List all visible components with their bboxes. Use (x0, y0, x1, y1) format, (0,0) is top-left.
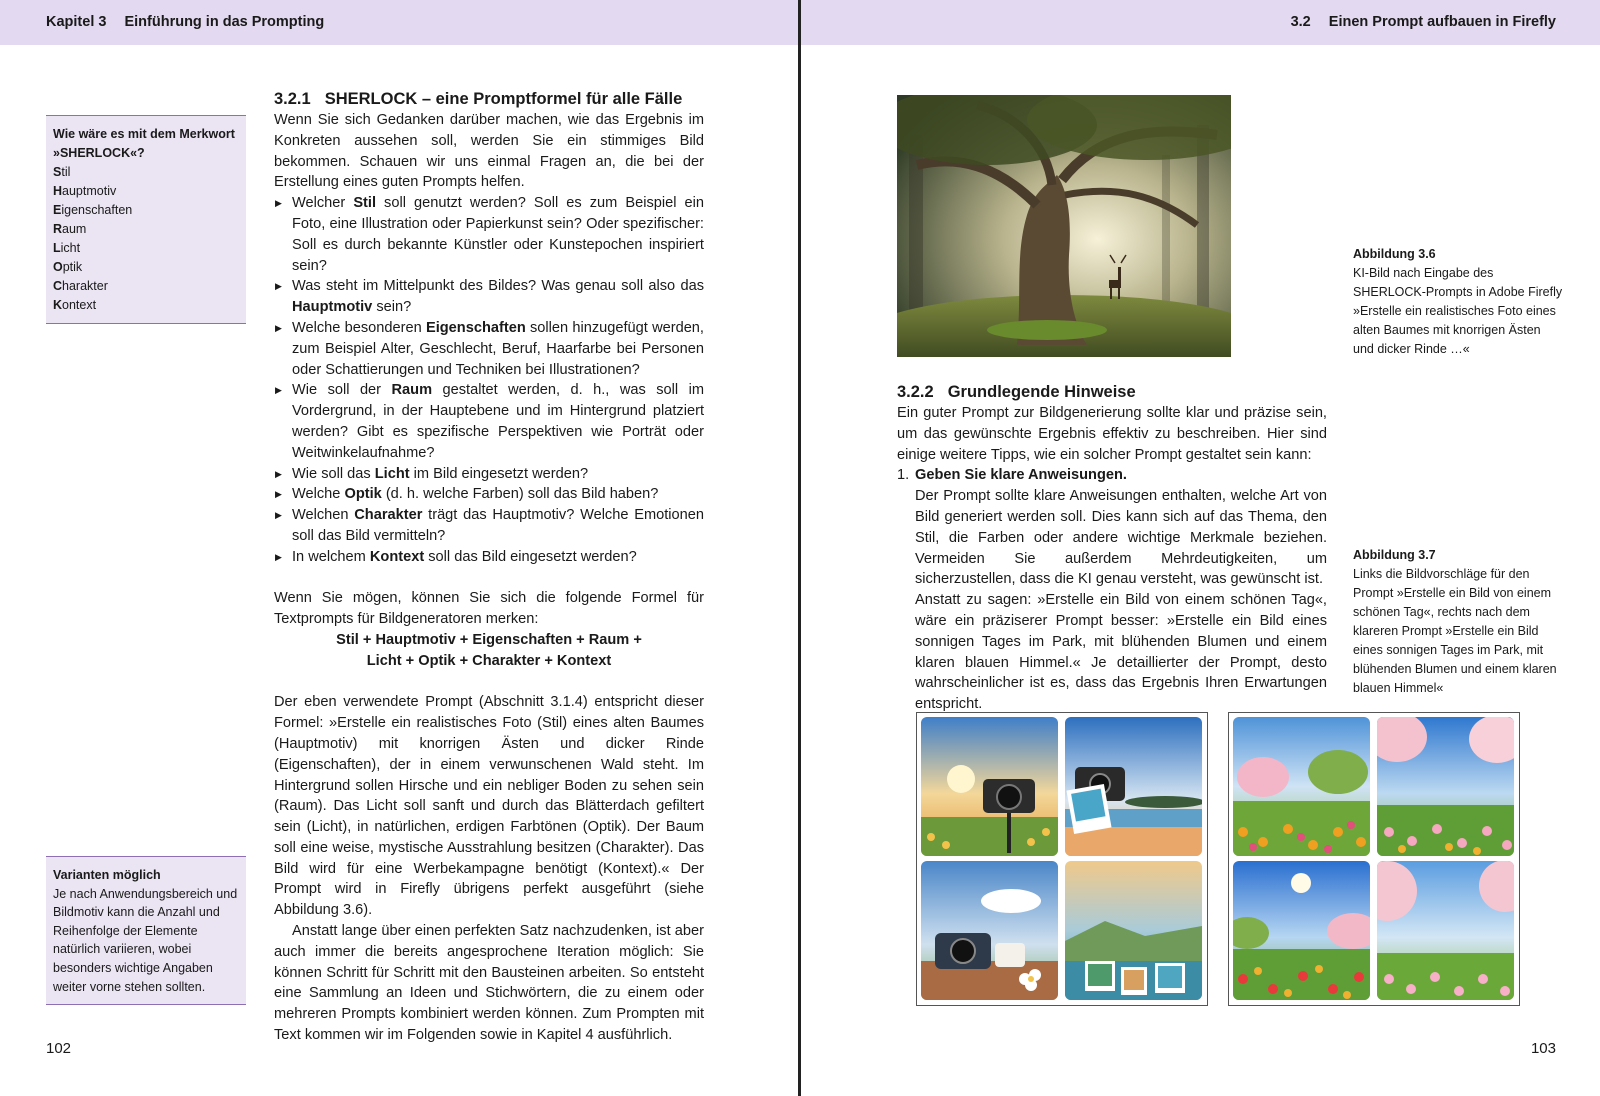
figure-3-7-right-grid (1228, 712, 1520, 1006)
formula-line-1: Stil + Hauptmotiv + Eigenschaften + Raum + (336, 631, 642, 648)
figure-3-6-image (897, 95, 1231, 357)
page-number-left: 102 (46, 1040, 72, 1057)
figure-3-7-title: Abbildung 3.7 (1353, 548, 1436, 562)
sidebox-variants-title: Varianten möglich (53, 868, 161, 882)
list-item: ▶ Wie soll das Licht im Bild eingesetzt werden? (274, 464, 704, 485)
sidebox-sherlock-title: Wie wäre es mit dem Merkwort »SHERLOCK«? (53, 127, 235, 160)
page-number-right: 103 (1530, 1040, 1556, 1057)
thumbnail-park-sun (1233, 861, 1370, 1000)
thumbnail-camera-photos (1065, 717, 1202, 856)
running-head-left (0, 0, 798, 45)
thumbnail-park-blossoms (1377, 861, 1514, 1000)
left-page (0, 0, 798, 1096)
question-list (274, 193, 704, 567)
list-item: ▶ Welcher Stil soll genutzt werden? Soll es zum Beispiel ein Foto, eine Illustration oder Papierkunst sein? Oder spezifischer: Soll es durch bekannte Künstler oder Kunstepochen inspiriert sein? (274, 193, 704, 276)
sidebox-variants-text: Je nach Anwendungsbereich und Bildmotiv kann die Anzahl und Reihenfolge der Elemente natürlich variieren, wobei besonders wichtige Angaben weiter vorne stehen sollten. (53, 886, 238, 994)
thumbnail-camera-meadow (921, 717, 1058, 856)
sherlock-item: Charakter (53, 279, 108, 293)
sherlock-item: Eigenschaften (53, 203, 133, 217)
figure-3-6-text: KI-Bild nach Eingabe des SHERLOCK-Prompts in Adobe Firefly »Erstelle ein realistisches Foto eines alten Baumes mit knorrigen Ästen und dicker Rinde …« (1353, 266, 1563, 356)
sherlock-item: Licht (53, 241, 81, 255)
list-item: ▶ Welche besonderen Eigenschaften sollen hinzugefügt werden, zum Beispiel Alter, Geschlecht, Beruf, Haarfarbe bei Personen oder Schattierungen und Techniken bei Illustrationen? (274, 318, 704, 380)
thumbnail-park-tulips-2 (1377, 717, 1514, 856)
sherlock-item: Kontext (53, 298, 97, 312)
tip-1-heading: 1. Geben Sie klare Anweisungen. (897, 467, 1127, 484)
chapter-title: Einführung in das Prompting (124, 14, 325, 30)
iteration-paragraph: Anstatt lange über einen perfekten Satz nachzudenken, ist aber auch immer die bereits angesprochene Iteration möglich: Sie können Schritt für Schritt mit den Bausteinen arbeiten. So entsteht eine Sammlung an Ideen und Stichwörtern, die zu einem oder mehreren Prompts kombiniert werden können. Zum Prompten mit Text kommen wir im Folgenden sowie in Kapitel 4 ausführlich. (274, 923, 704, 1044)
figure-3-7-text: Links die Bildvorschläge für den Prompt »Erstelle ein Bild von einem schönen Tag«, rechts nach dem klareren Prompt »Erstelle ein Bild eines sonnigen Tages im Park, mit blühenden Blumen und einem klaren blauen Himmel« (1353, 567, 1557, 695)
sidebox-variants (46, 856, 246, 1005)
sherlock-item: Raum (53, 222, 87, 236)
tip-1-paragraph-1: Der Prompt sollte klare Anweisungen enthalten, welche Art von Bild generiert werden soll. Dies kann sich auf das Thema, den Stil, die Farben oder andere wichtige Merkmale beziehen. Vermeiden Sie außerdem Mehrdeutigkeiten, um sicherzustellen, dass die KI genau versteht, was gewünscht ist. (915, 488, 1327, 588)
example-paragraph: Der eben verwendete Prompt (Abschnitt 3.1.4) entspricht dieser Formel: »Erstelle ein realistisches Foto (Stil) eines alten Baumes (Hauptmotiv) mit knorrigen Ästen und dicker Rinde (Eigenschaften), der in einem verwunschenen Wald steht. Im Hintergrund sollen Hirsche und ein nebliger Boden zu sehen sein (Raum). Das Licht soll sanft und durch das Blätterdach gefiltert sein (Licht), in natürlichen, erdigen Farbtönen (Optik). Der Baum soll eine weise, mystische Ausstrahlung besitzen (Charakter). Das Bild wird für eine Werbekampagne benötigt (Kontext).« Der Prompt wird in Firefly übrigens perfekt ausgeführt (siehe Abbildung 3.6). (274, 694, 704, 919)
list-item: ▶ Welchen Charakter trägt das Hauptmotiv? Welche Emotionen soll das Bild vermitteln? (274, 505, 704, 547)
right-page (801, 0, 1600, 1096)
figure-3-6-caption (1353, 245, 1563, 359)
sherlock-item: Stil (53, 165, 71, 179)
running-head-right (801, 0, 1600, 45)
formula-line-2: Licht + Optik + Charakter + Kontext (366, 652, 612, 669)
sherlock-list (53, 163, 239, 315)
chapter-label: Kapitel 3 (46, 14, 107, 30)
thumbnail-park-tulips-1 (1233, 717, 1370, 856)
section-heading-3-2-2: 3.2.2 Grundlegende Hinweise (897, 383, 1136, 401)
main-column-right (897, 381, 1327, 715)
figure-3-6-title: Abbildung 3.6 (1353, 247, 1436, 261)
list-item: ▶ Welche Optik (d. h. welche Farben) soll das Bild haben? (274, 484, 704, 505)
figure-3-7-caption (1353, 546, 1563, 698)
list-item: ▶ Was steht im Mittelpunkt des Bildes? Was genau soll also das Hauptmotiv sein? (274, 276, 704, 318)
section-running-title: Einen Prompt aufbauen in Firefly (1328, 14, 1556, 30)
tip-1-paragraph-2: Anstatt zu sagen: »Erstelle ein Bild von einem schönen Tag«, wäre ein präziserer Prompt besser: »Erstelle ein Bild eines sonnigen Tages im Park, mit blühenden Blumen und einem klaren blauen Himmel.« Je detaillierter der Prompt, desto wahrscheinlicher ist es, dass das Ergebnis Ihren Erwartungen entspricht. (915, 592, 1327, 713)
sidebox-sherlock (46, 115, 246, 324)
formula-intro: Wenn Sie mögen, können Sie sich die folgende Formel für Textprompts für Bildgeneratoren merken: (274, 590, 704, 628)
thumbnail-coast-collage (1065, 861, 1202, 1000)
intro-paragraph: Wenn Sie sich Gedanken darüber machen, wie das Ergebnis im Konkreten aussehen soll, werden Sie ein stimmiges Bild bekommen. Schauen wir uns einmal Fragen an, die bei der Erstellung eines guten Prompts helfen. (274, 112, 704, 191)
thumbnail-camera-cup (921, 861, 1058, 1000)
list-item: ▶ In welchem Kontext soll das Bild eingesetzt werden? (274, 547, 704, 568)
figure-3-7-left-grid (916, 712, 1208, 1006)
section-label: 3.2 (1290, 14, 1311, 30)
intro-paragraph-right: Ein guter Prompt zur Bildgenerierung sollte klar und präzise sein, um das gewünschte Ergebnis effektiv zu beschreiben. Hier sind einige weitere Tipps, wie ein solcher Prompt gestaltet sein kann: (897, 405, 1327, 463)
section-heading-3-2-1: 3.2.1 SHERLOCK – eine Promptformel für alle Fälle (274, 90, 683, 108)
sherlock-item: Hauptmotiv (53, 184, 117, 198)
main-column-left (274, 88, 704, 1046)
list-item: ▶ Wie soll der Raum gestaltet werden, d. h., was soll im Vordergrund, in der Hauptebene und im Hintergrund platziert werden? Gibt es spezifische Perspektiven wie Porträt oder Weitwinkelaufnahme? (274, 380, 704, 463)
sherlock-item: Optik (53, 260, 83, 274)
